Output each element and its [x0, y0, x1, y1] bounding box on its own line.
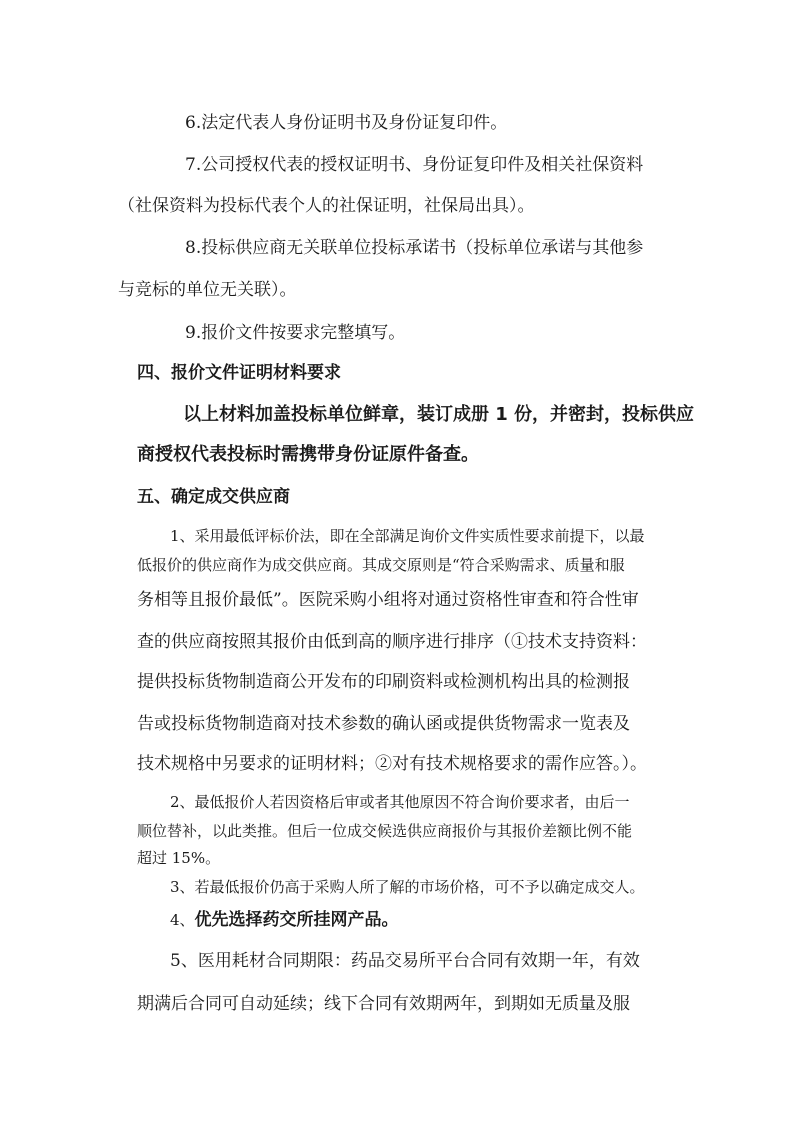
item-9: 9.报价文件按要求完整填写。	[185, 323, 406, 343]
section-4-body-line-1: 以上材料加盖投标单位鲜章，装订成册 1 份，并密封，投标供应	[183, 404, 695, 425]
clause-2-line-3: 超过 15%。	[137, 849, 221, 867]
clause-1-line-1: 1、采用最低评标价法，即在全部满足询价文件实质性要求前提下，以最	[170, 527, 645, 545]
clause-1-line-3: 务相等且报价最低”。医院采购小组将对通过资格性审查和符合性审	[137, 590, 639, 610]
clause-4-number: 4、	[170, 911, 195, 929]
clause-4	[170, 905, 399, 930]
clause-3: 3、若最低报价仍高于采购人所了解的市场价格，可不予以确定成交人。	[170, 878, 645, 896]
item-7-line-1: 7.公司授权代表的授权证明书、身份证复印件及相关社保资料	[185, 155, 644, 175]
item-8-line-1: 8.投标供应商无关联单位投标承诺书（投标单位承诺与其他参	[185, 238, 644, 258]
clause-1-line-5: 提供投标货物制造商公开发布的印刷资料或检测机构出具的检测报	[137, 672, 630, 692]
clause-2-line-1: 2、最低报价人若因资格后审或者其他原因不符合询价要求者，由后一	[170, 793, 630, 811]
section-4-body-line-2: 商授权代表投标时需携带身份证原件备查。	[137, 444, 479, 465]
clause-1-line-4: 查的供应商按照其报价由低到高的顺序进行排序（①技术支持资料：	[137, 632, 647, 652]
clause-5-line-2: 期满后合同可自动延续；线下合同有效期两年，到期如无质量及服	[137, 994, 630, 1014]
section-4-heading: 四、报价文件证明材料要求	[137, 363, 341, 383]
item-6: 6.法定代表人身份证明书及身份证复印件。	[185, 113, 508, 133]
item-7-line-2: （社保资料为投标代表个人的社保证明，社保局出具）。	[118, 196, 535, 216]
section-5-heading: 五、确定成交供应商	[137, 487, 290, 507]
clause-1-line-6: 告或投标货物制造商对技术参数的确认函或提供货物需求一览表及	[137, 714, 630, 734]
clause-4-text: 优先选择药交所挂网产品。	[194, 910, 399, 930]
clause-1-line-7: 技术规格中另要求的证明材料；②对有技术规格要求的需作应答。）。	[137, 754, 647, 774]
clause-2-line-2: 顺位替补，以此类推。但后一位成交候选供应商报价与其报价差额比例不能	[137, 822, 633, 840]
item-8-line-2: 与竞标的单位无关联）。	[118, 280, 297, 300]
clause-1-line-2: 低报价的供应商作为成交供应商。其成交原则是“符合采购需求、质量和服	[137, 556, 625, 574]
clause-5-line-1: 5、医用耗材合同期限：药品交易所平台合同有效期一年，有效	[170, 951, 640, 971]
